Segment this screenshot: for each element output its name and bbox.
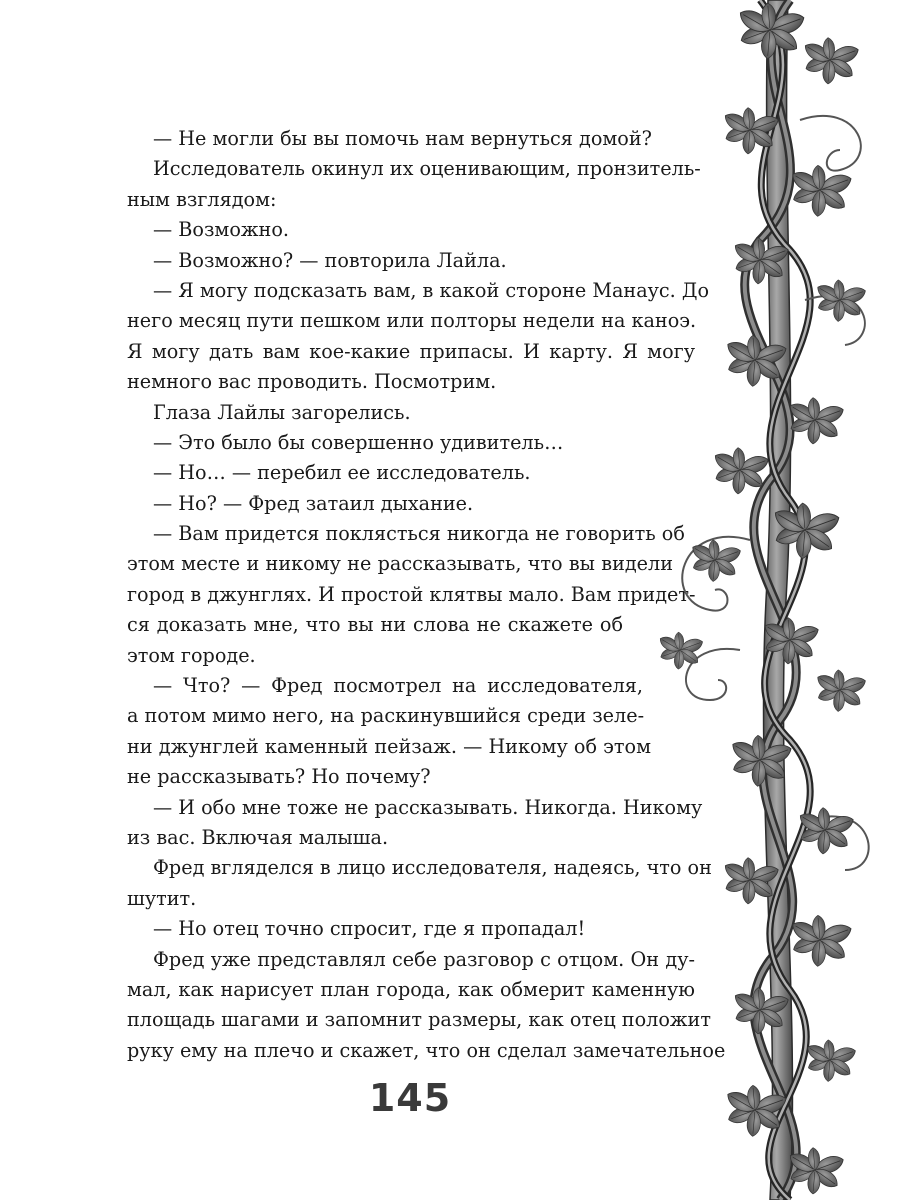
text-line: — Вам придется поклясться никогда не говорить об — [153, 522, 685, 546]
text-line: а потом мимо него, на раскинувшийся среди зеле- — [127, 704, 645, 728]
text-line: руку ему на плечо и скажет, что он сделал замечательное — [127, 1038, 726, 1062]
text-line: ся доказать мне, что вы ни слова не скажете об — [127, 613, 623, 637]
vine-decoration-icon — [640, 0, 900, 1200]
text-line: — Но… — перебил ее исследователь. — [153, 461, 531, 485]
text-line: ни джунглей каменный пейзаж. — Никому об этом — [127, 734, 651, 758]
text-line: мал, как нарисует план города, как обмерит каменную — [127, 977, 695, 1001]
text-line: Глаза Лайлы загорелись. — [153, 400, 411, 424]
text-line: шутит. — [127, 886, 197, 910]
text-line: — И обо мне тоже не рассказывать. Никогда. Никому — [153, 795, 703, 819]
text-line: него месяц пути пешком или полторы недели на каноэ. — [127, 309, 697, 333]
text-line: — Я могу подсказать вам, в какой стороне Манаус. До — [153, 278, 710, 302]
text-line: Я могу дать вам кое-какие припасы. И карту. Я могу — [127, 339, 695, 363]
page-number: 145 — [368, 1076, 452, 1120]
text-line: ным взглядом: — [127, 187, 277, 211]
text-line: этом городе. — [127, 643, 256, 667]
text-line: не рассказывать? Но почему? — [127, 765, 431, 789]
text-line: площадь шагами и запомнит размеры, как отец положит — [127, 1008, 711, 1032]
text-line: — Что? — Фред посмотрел на исследователя, — [153, 674, 643, 698]
body-text — [127, 124, 726, 1066]
text-line: этом месте и никому не рассказывать, что вы видели — [127, 552, 673, 576]
text-line: — Не могли бы вы помочь нам вернуться домой? — [153, 127, 652, 150]
text-line: Фред уже представлял себе разговор с отцом. Он ду- — [153, 947, 695, 971]
text-line: Исследователь окинул их оценивающим, пронзитель- — [153, 157, 701, 181]
text-line: Фред вгляделся в лицо исследователя, надеясь, что он — [153, 856, 712, 880]
text-line: — Но отец точно спросит, где я пропадал! — [153, 917, 586, 941]
text-line: из вас. Включая малыша. — [127, 825, 389, 849]
text-line: — Но? — Фред затаил дыхание. — [153, 491, 474, 515]
text-line: город в джунглях. И простой клятвы мало. Вам придет- — [127, 582, 696, 606]
text-line: — Возможно? — повторила Лайла. — [153, 248, 507, 272]
text-line: — Это было бы совершенно удивитель… — [153, 430, 564, 454]
text-line: немного вас проводить. Посмотрим. — [127, 370, 497, 394]
text-line: — Возможно. — [153, 218, 289, 242]
